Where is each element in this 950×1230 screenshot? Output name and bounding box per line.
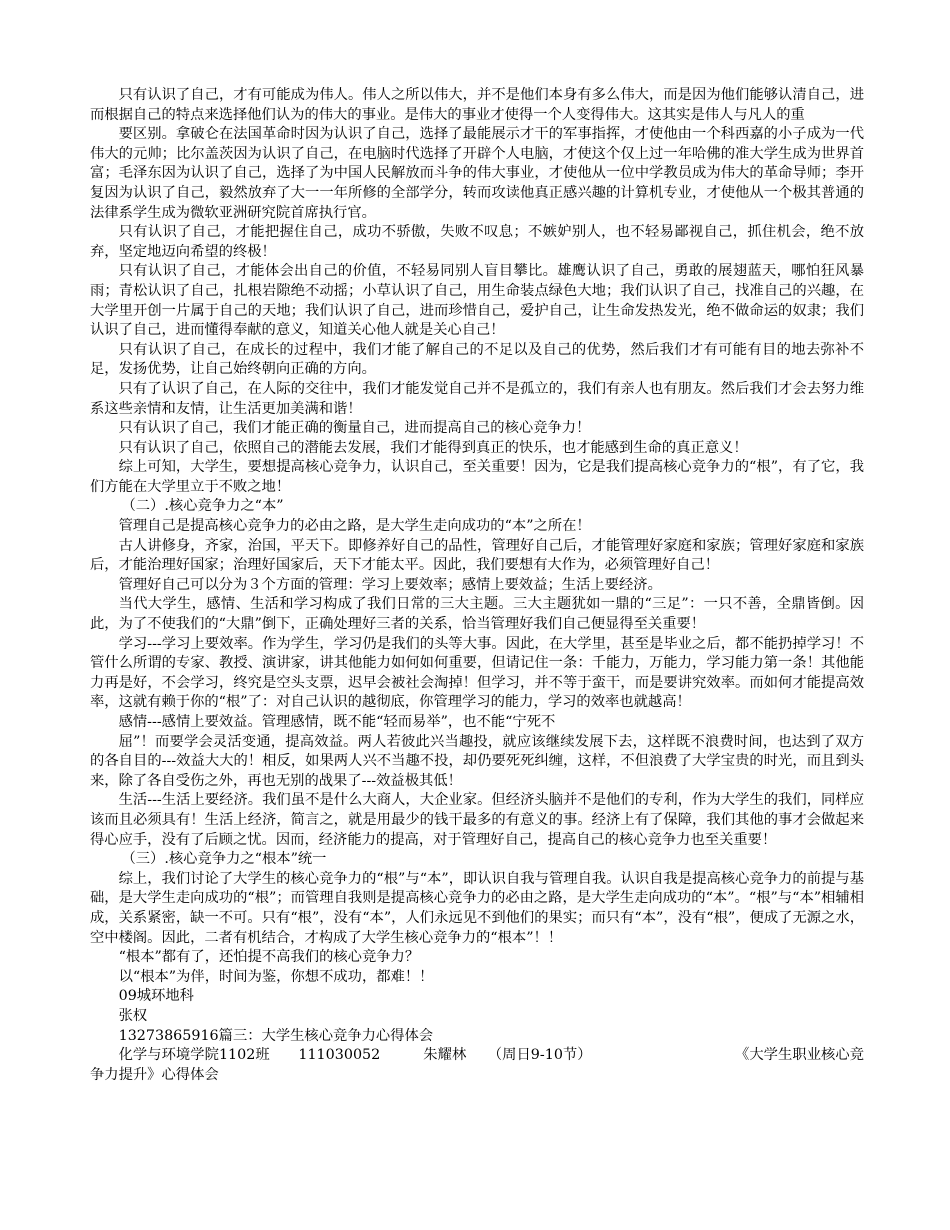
paragraph-16: 屈”！而要学会灵活变通，提高效益。两人若彼此兴当趣投，就应该继续发展下去，这样既不浪费时间，也达到了双方的各自目的---效益大大的！相反，如果两人兴不当趣不投，却仍要死死纠缠，这样，不但浪费了大学宝贵的时光，而且到头来，除了各自受伤之外，再也无别的战果了---效益极其低！ <box>90 733 864 789</box>
paragraph-10: 管理自己是提高核心竞争力的必由之路，是大学生走向成功的“本”之所在！ <box>118 518 591 535</box>
author-class: 09城环地科 <box>118 988 194 1005</box>
paragraph-11: 古人讲修身，齐家，治国，平天下。即修养好自己的品性，管理好自己后，才能管理好家庭和家族；管理好家庭和家族后，才能治理好国家；治理好国家后，天下才能太平。因此，我们要想有大作为，必须管理好自己！ <box>90 537 864 574</box>
paragraph-19: “根本”都有了，还怕提不高我们的核心竞争力？ <box>118 949 420 966</box>
paragraph-3: 只有认识了自己，才能把握住自己，成功不骄傲，失败不叹息；不嫉妒别人，也不轻易鄙视自己，抓住机会，绝不放弃，坚定地迈向希望的终极！ <box>90 224 864 260</box>
paragraph-4: 只有认识了自己，才能体会出自己的价值，不轻易同别人盲目攀比。雄鹰认识了自己，勇敢的展翅蓝天，哪怕狂风暴雨；青松认识了自己，扎根岩隙绝不动摇；小草认识了自己，用生命装点绿色大地；我们认识了自己，找准自己的兴趣，在大学里开创一片属于自己的天地；我们认识了自己，进而珍惜自己，爱护自己，让生命发热发光，绝不做命运的奴隶；我们认识了自己，进而懂得奉献的意义，知道关心他人就是关心自己！ <box>90 263 864 339</box>
section-heading-2: （二）.核心竞争力之“本” <box>121 498 284 515</box>
section-heading-3: （三）.核心竞争力之“根本”统一 <box>121 851 327 868</box>
paragraph-20: 以“根本”为伴，时间为鉴，你想不成功，都难！！ <box>118 968 434 985</box>
next-article-header: 化学与环境学院1102班 111030052 朱耀林 （周日9-10节） 《大学生职业核心竞争力提升》心得体会 <box>90 1047 864 1083</box>
paragraph-15: 感情---感情上要效益。管理感情，既不能“轻而易举”，也不能“宁死不 <box>118 714 556 730</box>
paragraph-13: 当代大学生，感情、生活和学习构成了我们日常的三大主题。三大主题犹如一鼎的“三足”：一只不善，全鼎皆倒。因此，为了不使我们的“大鼎”倒下，正确处理好三者的关系，恰当管理好我们自己便显得至关重要！ <box>90 596 864 633</box>
paragraph-7: 只有认识了自己，我们才能正确的衡量自己，进而提高自己的核心竞争力！ <box>118 420 591 437</box>
paragraph-17: 生活---生活上要经济。我们虽不是什么大商人，大企业家。但经济头脑并不是他们的专利，作为大学生的我们，同样应该而且必须具有！生活上经济，简言之，就是用最少的钱干最多的有意义的事。经济上有了保障，我们其他的事才会做起来得心应手，没有了后顾之忧。因而，经济能力的提高，对于管理好自己，提高自己的核心竞争力也至关重要！ <box>90 792 864 848</box>
paragraph-14: 学习---学习上要效率。作为学生，学习仍是我们的头等大事。因此，在大学里，甚至是毕业之后，都不能扔掉学习！不管什么所谓的专家、教授、演讲家，讲其他能力如何如何重要，但请记住一条：千能力，万能力，学习能力第一条！其他能力再是好，不会学习，终究是空头支票，迟早会被社会淘掉！但学习，并不等于蛮干，而是要讲究效率。而如何才能提高效率，这就有赖于你的“根”了：对自己认识的越彻底，你管理学习的能力，学习的效率也就越高！ <box>90 635 864 711</box>
paragraph-8: 只有认识了自己，依照自己的潜能去发展，我们才能得到真正的快乐，也才能感到生命的真正意义！ <box>118 439 748 456</box>
paragraph-18: 综上，我们讨论了大学生的核心竞争力的“根”与“本”，即认识自我与管理自我。认识自我是提高核心竞争力的前提与基础，是大学生走向成功的“根”；而管理自我则是提高核心竞争力的必由之路，是大学生走向成功的“本”。“根”与“本”相辅相成，关系紧密，缺一不可。只有“根”，没有“本”，人们永远见不到他们的果实；而只有“本”，没有“根”，便成了无源之水，空中楼阁。因此，二者有机结合，才构成了大学生核心竞争力的“根本”！！ <box>90 870 864 946</box>
paragraph-1: 只有认识了自己，才有可能成为伟人。伟人之所以伟大，并不是他们本身有多么伟大，而是因为他们能够认清自己，进而根据自己的特点来选择他们认为的伟大的事业。是伟大的事业才使得一个人变得伟大。这其实是伟人与凡人的重 <box>90 87 864 123</box>
paragraph-12: 管理好自己可以分为３个方面的管理：学习上要效率；感情上要效益；生活上要经济。 <box>118 576 662 593</box>
paragraph-2: 要区别。拿破仑在法国革命时因为认识了自己，选择了最能展示才干的军事指挥，才使他由一个科西嘉的小子成为一代伟大的元帅；比尔盖茨因为认识了自己，在电脑时代选择了开辟个人电脑，才使这个仅上过一年哈佛的准大学生成为世界首富；毛泽东因为认识了自己，选择了为中国人民解放而斗争的伟大事业，才使他从一位中学教员成为伟大的革命导师；李开复因为认识了自己，毅然放弃了大一一年所修的全部学分，转而攻读他真正感兴趣的计算机专业，才使他从一个极其普通的法律系学生成为微软亚洲研究院首席执行官。 <box>90 126 864 221</box>
paragraph-6: 只有了认识了自己，在人际的交往中，我们才能发觉自己并不是孤立的，我们有亲人也有朋友。然后我们才会去努力维系这些亲情和友情，让生活更加美满和谐！ <box>90 380 864 417</box>
author-name: 张权 <box>118 1007 148 1024</box>
paragraph-5: 只有认识了自己，在成长的过程中，我们才能了解自己的不足以及自己的优势，然后我们才有可能有目的地去弥补不足，发扬优势，让自己始终朝向正确的方向。 <box>90 341 864 378</box>
phone-and-next-title: 13273865916篇三：大学生核心竞争力心得体会 <box>118 1027 434 1044</box>
document-page <box>90 86 864 1085</box>
paragraph-9: 综上可知，大学生，要想提高核心竞争力，认识自己，至关重要！因为，它是我们提高核心竞争力的“根”，有了它，我们方能在大学里立于不败之地！ <box>90 459 864 495</box>
